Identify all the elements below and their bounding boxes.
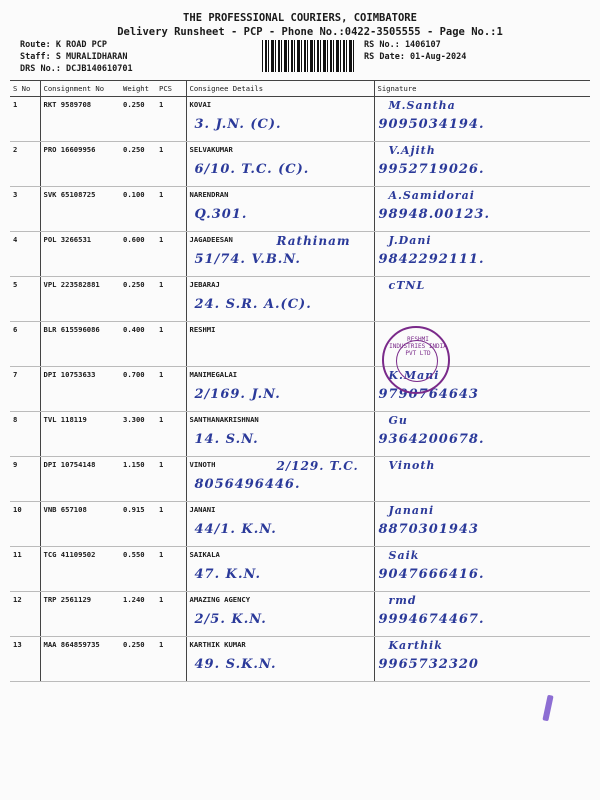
route-label: Route: K ROAD PCP	[20, 40, 107, 50]
handwritten-phone: 8870301943	[378, 522, 479, 537]
company-title: THE PROFESSIONAL COURIERS, COIMBATORE	[183, 12, 417, 24]
rs-no-label: RS No.: 1406107	[364, 40, 441, 50]
row-pcs	[156, 592, 186, 637]
row-signature	[374, 142, 590, 187]
row-weight-text: 0.915	[123, 505, 145, 514]
handwritten-address: 3. J.N. (C).	[194, 117, 282, 132]
row-pcs-text: 1	[159, 235, 164, 244]
row-signature	[374, 457, 590, 502]
handwritten-phone: 9965732320	[378, 657, 479, 672]
handwritten-address: 47. K.N.	[194, 567, 262, 582]
row-consignment	[40, 187, 120, 232]
handwritten-address: 2/5. K.N.	[194, 612, 267, 627]
row-consignment-text: BLR 615596086	[43, 325, 100, 334]
row-consignee	[186, 232, 374, 277]
row-consignee-text: AMAZING AGENCY	[189, 595, 251, 604]
row-signature	[374, 97, 590, 142]
row-consignment-text: MAA 864859735	[43, 640, 100, 649]
row-pcs-text: 1	[159, 100, 164, 109]
handwritten-phone: 9047666416.	[378, 567, 485, 582]
row-weight	[120, 502, 156, 547]
row-sno-text: 8	[13, 415, 18, 424]
row-consignee-text: VINOTH	[189, 460, 216, 469]
row-sno	[10, 277, 40, 322]
handwritten-phone: 9842292111.	[378, 252, 485, 267]
handwritten-note: 2/129. T.C.	[276, 459, 359, 473]
rs-date-label: RS Date: 01-Aug-2024	[364, 52, 467, 62]
row-consignment	[40, 637, 120, 682]
row-sno-text: 7	[13, 370, 18, 379]
handwritten-note: Rathinam	[276, 234, 351, 248]
row-weight-text: 0.250	[123, 100, 145, 109]
row-sno	[10, 142, 40, 187]
row-consignee-text: JAGADEESAN	[189, 235, 233, 244]
row-consignment	[40, 97, 120, 142]
runsheet-subtitle: Delivery Runsheet - PCP - Phone No.:0422-3505555 - Page No.:1	[117, 26, 503, 38]
signature-scribble: Saik	[388, 549, 420, 562]
row-consignment-text: TCG 41109502	[43, 550, 96, 559]
table-row	[10, 187, 590, 232]
row-weight-text: 0.400	[123, 325, 145, 334]
row-consignment-text: TVL 118119	[43, 415, 87, 424]
row-weight	[120, 277, 156, 322]
row-pcs-text: 1	[159, 550, 164, 559]
col-pcs: PCS	[156, 81, 186, 97]
handwritten-phone: 9994674467.	[378, 612, 485, 627]
table-row	[10, 367, 590, 412]
signature-scribble: Janani	[388, 504, 435, 517]
signature-scribble: rmd	[388, 594, 417, 607]
row-weight	[120, 547, 156, 592]
barcode	[262, 40, 354, 72]
row-consignee-text: NARENDRAN	[189, 190, 229, 199]
row-consignee-text: JEBARAJ	[189, 280, 220, 289]
row-weight	[120, 367, 156, 412]
row-pcs-text: 1	[159, 325, 164, 334]
row-consignee	[186, 412, 374, 457]
row-sno	[10, 367, 40, 412]
row-consignee-text: KARTHIK KUMAR	[189, 640, 246, 649]
table-row	[10, 547, 590, 592]
row-consignment-text: TRP 2561129	[43, 595, 92, 604]
table-row	[10, 457, 590, 502]
row-signature	[374, 187, 590, 232]
row-consignment-text: RKT 9589708	[43, 100, 92, 109]
table-row	[10, 637, 590, 682]
handwritten-phone: 9095034194.	[378, 117, 485, 132]
row-sno-text: 3	[13, 190, 18, 199]
row-consignee	[186, 502, 374, 547]
row-signature	[374, 232, 590, 277]
row-consignment	[40, 322, 120, 367]
row-sno	[10, 592, 40, 637]
row-consignment-text: DPI 10754148	[43, 460, 96, 469]
row-sno-text: 6	[13, 325, 18, 334]
row-pcs	[156, 547, 186, 592]
table-row	[10, 277, 590, 322]
row-pcs	[156, 187, 186, 232]
row-pcs-text: 1	[159, 145, 164, 154]
row-consignee-text: JANANI	[189, 505, 216, 514]
row-pcs	[156, 232, 186, 277]
row-consignee	[186, 142, 374, 187]
row-sno-text: 10	[13, 505, 22, 514]
row-sno-text: 13	[13, 640, 22, 649]
row-pcs	[156, 367, 186, 412]
table-row	[10, 412, 590, 457]
pen-mark	[542, 695, 553, 722]
row-consignment-text: VNB 657108	[43, 505, 87, 514]
row-consignment	[40, 412, 120, 457]
row-consignee	[186, 367, 374, 412]
row-consignment	[40, 502, 120, 547]
table-header-row	[10, 81, 590, 97]
row-signature	[374, 592, 590, 637]
row-sno	[10, 412, 40, 457]
company-stamp	[382, 326, 450, 394]
row-weight	[120, 187, 156, 232]
table-row	[10, 592, 590, 637]
row-signature	[374, 637, 590, 682]
signature-scribble: J.Dani	[388, 234, 432, 247]
row-pcs-text: 1	[159, 415, 164, 424]
row-weight-text: 0.250	[123, 640, 145, 649]
row-sno-text: 12	[13, 595, 22, 604]
row-consignment-text: SVK 65108725	[43, 190, 96, 199]
handwritten-address: 49. S.K.N.	[194, 657, 277, 672]
stamp-text: RESHMI INDUSTRIES INDIA PVT LTD	[389, 336, 447, 357]
row-consignee	[186, 637, 374, 682]
row-consignee-text: SAIKALA	[189, 550, 220, 559]
col-consignee: Consignee Details	[186, 81, 374, 97]
row-signature	[374, 412, 590, 457]
signature-scribble: Karthik	[388, 639, 443, 652]
row-sno	[10, 97, 40, 142]
row-consignee	[186, 187, 374, 232]
row-consignment-text: DPI 10753633	[43, 370, 96, 379]
row-consignment	[40, 142, 120, 187]
row-consignment	[40, 367, 120, 412]
row-consignee	[186, 97, 374, 142]
row-consignee-text: RESHMI	[189, 325, 216, 334]
row-pcs	[156, 412, 186, 457]
row-consignment-text: POL 3266531	[43, 235, 92, 244]
row-consignee-text: MANIMEGALAI	[189, 370, 238, 379]
row-pcs	[156, 457, 186, 502]
row-weight-text: 3.300	[123, 415, 145, 424]
row-weight-text: 0.550	[123, 550, 145, 559]
signature-scribble: V.Ajith	[388, 144, 436, 157]
row-pcs-text: 1	[159, 640, 164, 649]
row-consignment	[40, 547, 120, 592]
row-consignee-text: KOVAI	[189, 100, 212, 109]
row-consignee	[186, 457, 374, 502]
row-consignee	[186, 277, 374, 322]
signature-scribble: Vinoth	[388, 459, 436, 472]
row-weight-text: 1.240	[123, 595, 145, 604]
handwritten-phone: 9952719026.	[378, 162, 485, 177]
row-sno-text: 5	[13, 280, 18, 289]
row-consignment-text: PRO 16609956	[43, 145, 96, 154]
row-pcs-text: 1	[159, 595, 164, 604]
handwritten-address: 44/1. K.N.	[194, 522, 277, 537]
row-signature	[374, 502, 590, 547]
row-consignee-text: SANTHANAKRISHNAN	[189, 415, 259, 424]
table-row	[10, 232, 590, 277]
row-weight	[120, 322, 156, 367]
staff-label: Staff: S MURALIDHARAN	[20, 52, 128, 62]
row-weight-text: 0.700	[123, 370, 145, 379]
row-weight	[120, 412, 156, 457]
col-consignment: Consignment No	[40, 81, 120, 97]
handwritten-address: 14. S.N.	[194, 432, 259, 447]
row-consignment-text: VPL 223582881	[43, 280, 100, 289]
signature-scribble: cTNL	[388, 279, 426, 292]
row-weight-text: 0.100	[123, 190, 145, 199]
row-sno	[10, 547, 40, 592]
row-pcs	[156, 637, 186, 682]
row-pcs	[156, 142, 186, 187]
table-row	[10, 142, 590, 187]
row-pcs-text: 1	[159, 505, 164, 514]
handwritten-address: Q.301.	[194, 207, 248, 222]
signature-scribble: M.Santha	[388, 99, 456, 112]
row-consignee	[186, 592, 374, 637]
row-weight-text: 1.150	[123, 460, 145, 469]
col-sno: S No	[10, 81, 40, 97]
row-signature	[374, 277, 590, 322]
row-weight-text: 0.250	[123, 145, 145, 154]
row-pcs-text: 1	[159, 190, 164, 199]
row-pcs	[156, 97, 186, 142]
row-sno-text: 9	[13, 460, 18, 469]
row-consignment	[40, 592, 120, 637]
table-row	[10, 502, 590, 547]
signature-scribble: K.Mani	[388, 369, 440, 382]
row-consignee-text: SELVAKUMAR	[189, 145, 233, 154]
row-weight	[120, 592, 156, 637]
row-weight	[120, 637, 156, 682]
row-consignment	[40, 457, 120, 502]
row-pcs	[156, 322, 186, 367]
col-weight: Weight	[120, 81, 156, 97]
signature-scribble: A.Samidorai	[388, 189, 475, 202]
runsheet-table	[10, 80, 590, 682]
row-weight	[120, 232, 156, 277]
row-pcs-text: 1	[159, 280, 164, 289]
row-sno-text: 4	[13, 235, 18, 244]
signature-scribble: Gu	[388, 414, 408, 427]
row-pcs	[156, 502, 186, 547]
handwritten-address: 24. S.R. A.(C).	[194, 297, 312, 312]
row-sno-text: 2	[13, 145, 18, 154]
drs-label: DRS No.: DCJB140610701	[20, 64, 133, 74]
row-consignee	[186, 322, 374, 367]
row-weight-text: 0.250	[123, 280, 145, 289]
row-sno-text: 11	[13, 550, 22, 559]
row-weight	[120, 142, 156, 187]
col-signature: Signature	[374, 81, 590, 97]
row-sno	[10, 457, 40, 502]
handwritten-address: 51/74. V.B.N.	[194, 252, 301, 267]
row-sno-text: 1	[13, 100, 18, 109]
handwritten-address: 2/169. J.N.	[194, 387, 281, 402]
row-sno	[10, 232, 40, 277]
row-consignee	[186, 547, 374, 592]
row-pcs	[156, 277, 186, 322]
handwritten-phone: 9790764643	[378, 387, 479, 402]
row-signature	[374, 547, 590, 592]
row-sno	[10, 637, 40, 682]
row-pcs-text: 1	[159, 370, 164, 379]
row-weight-text: 0.600	[123, 235, 145, 244]
row-weight	[120, 97, 156, 142]
row-consignment	[40, 232, 120, 277]
row-consignment	[40, 277, 120, 322]
row-pcs-text: 1	[159, 460, 164, 469]
handwritten-phone: 98948.00123.	[378, 207, 491, 222]
table-row	[10, 322, 590, 367]
table-row	[10, 97, 590, 142]
row-sno	[10, 502, 40, 547]
handwritten-address: 8056496446.	[194, 477, 301, 492]
row-weight	[120, 457, 156, 502]
row-sno	[10, 322, 40, 367]
handwritten-address: 6/10. T.C. (C).	[194, 162, 310, 177]
handwritten-phone: 9364200678.	[378, 432, 485, 447]
row-sno	[10, 187, 40, 232]
